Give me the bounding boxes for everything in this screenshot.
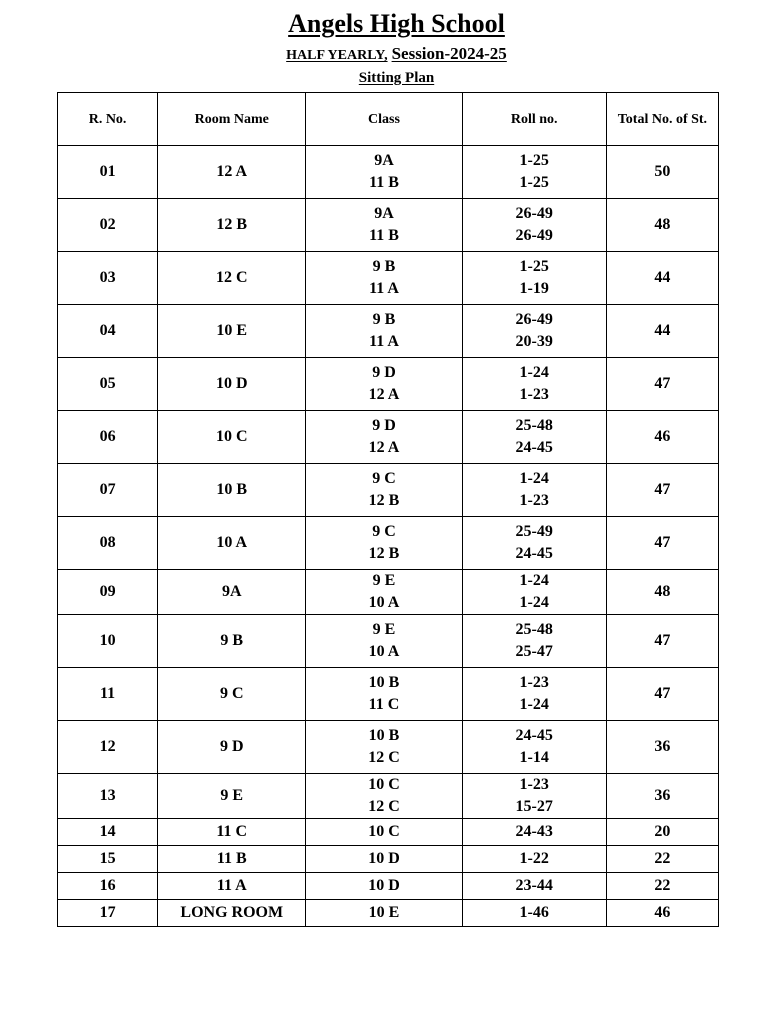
- r-no-cell: [58, 358, 158, 411]
- room-name-cell: [158, 873, 306, 900]
- class-cell: [306, 305, 462, 358]
- roll-no-cell: [462, 411, 606, 464]
- roll-no-cell-text: 1-23: [519, 386, 549, 403]
- class-cell-text: 11 A: [369, 280, 399, 297]
- class-cell: [306, 517, 462, 570]
- total-students-cell-text: 44: [654, 269, 671, 286]
- total-students-cell-text: 50: [654, 163, 671, 180]
- room-name-cell-text: 12 A: [216, 163, 248, 180]
- total-students-cell: [606, 774, 718, 819]
- roll-no-cell-text: 1-24: [519, 594, 549, 611]
- r-no-cell: [58, 252, 158, 305]
- r-no-cell: [58, 517, 158, 570]
- table-row: [58, 517, 719, 570]
- class-cell-text: 11 B: [369, 174, 399, 191]
- roll-no-cell-text: 1-25: [519, 258, 549, 275]
- r-no-cell: [58, 819, 158, 846]
- room-name-cell: [158, 570, 306, 615]
- roll-no-cell: [462, 464, 606, 517]
- table-row: [58, 305, 719, 358]
- room-name-cell-text: 9 B: [220, 632, 244, 649]
- table-row: [58, 570, 719, 615]
- total-students-cell-text: 22: [654, 877, 671, 894]
- roll-no-cell-text: 1-23: [519, 674, 549, 691]
- table-row: [58, 873, 719, 900]
- room-name-cell: [158, 517, 306, 570]
- room-name-cell: [158, 199, 306, 252]
- total-students-cell: [606, 411, 718, 464]
- roll-no-cell-text: 24-45: [515, 727, 553, 744]
- total-students-cell-text: 47: [654, 375, 671, 392]
- room-name-cell: [158, 721, 306, 774]
- class-cell: [306, 873, 462, 900]
- r-no-cell: [58, 570, 158, 615]
- r-no-cell: [58, 721, 158, 774]
- session-year: Session-2024-25: [391, 44, 507, 63]
- total-students-cell-text: 48: [654, 216, 671, 233]
- r-no-cell-text: 14: [99, 823, 116, 840]
- class-cell-text: 9 E: [372, 621, 396, 638]
- roll-no-cell-text: 1-24: [519, 572, 549, 589]
- room-name-cell-text: 12 B: [216, 216, 248, 233]
- room-name-cell-text: 10 E: [216, 322, 248, 339]
- class-cell-text: 10 D: [368, 850, 400, 867]
- class-cell-text: 10 D: [368, 877, 400, 894]
- total-students-cell-text: 22: [654, 850, 671, 867]
- roll-no-cell-text: 1-23: [519, 492, 549, 509]
- roll-no-cell: [462, 721, 606, 774]
- roll-no-cell: [462, 252, 606, 305]
- roll-no-cell-text: 1-24: [519, 364, 549, 381]
- class-cell: [306, 846, 462, 873]
- roll-no-cell: [462, 774, 606, 819]
- r-no-cell-text: 08: [99, 534, 116, 551]
- r-no-cell: [58, 146, 158, 199]
- total-students-cell: [606, 819, 718, 846]
- table-row: [58, 668, 719, 721]
- class-cell-text: 10 E: [368, 904, 400, 921]
- room-name-cell-text: 11 B: [216, 850, 247, 867]
- roll-no-cell-text: 1-24: [519, 470, 549, 487]
- total-students-cell-text: 36: [654, 787, 671, 804]
- class-cell: [306, 774, 462, 819]
- roll-no-cell-text: 26-49: [515, 227, 553, 244]
- class-cell-text: 9A: [374, 152, 394, 169]
- r-no-cell: [58, 199, 158, 252]
- r-no-cell: [58, 846, 158, 873]
- class-cell-text: 12 B: [368, 492, 400, 509]
- roll-no-cell-text: 23-44: [515, 877, 553, 894]
- roll-no-cell-text: 26-49: [515, 311, 553, 328]
- total-students-cell: [606, 846, 718, 873]
- roll-no-cell-text: 1-25: [519, 174, 549, 191]
- room-name-cell: [158, 146, 306, 199]
- plan-subtitle: [0, 68, 768, 88]
- exam-session-line: [0, 43, 768, 67]
- r-no-cell-text: 17: [99, 904, 116, 921]
- class-cell-text: 9 D: [372, 364, 396, 381]
- class-cell: [306, 721, 462, 774]
- table-row: [58, 252, 719, 305]
- table-row: [58, 199, 719, 252]
- roll-no-cell: [462, 305, 606, 358]
- exam-name: HALF YEARLY,: [286, 48, 388, 63]
- r-no-cell-text: 15: [99, 850, 116, 867]
- class-cell: [306, 358, 462, 411]
- total-students-cell: [606, 199, 718, 252]
- total-students-cell: [606, 570, 718, 615]
- roll-no-cell: [462, 517, 606, 570]
- header-room-name: Room Name: [158, 93, 306, 146]
- room-name-cell: [158, 900, 306, 927]
- roll-no-cell-text: 26-49: [515, 205, 553, 222]
- r-no-cell: [58, 873, 158, 900]
- r-no-cell: [58, 774, 158, 819]
- subtitle-text: Sitting Plan: [358, 70, 435, 86]
- class-cell-text: 9 E: [372, 572, 396, 589]
- table-row: [58, 146, 719, 199]
- sitting-plan-table: [57, 92, 719, 927]
- total-students-cell: [606, 517, 718, 570]
- roll-no-cell: [462, 199, 606, 252]
- total-students-cell-text: 20: [654, 823, 671, 840]
- room-name-cell: [158, 358, 306, 411]
- r-no-cell-text: 05: [99, 375, 116, 392]
- total-students-cell: [606, 305, 718, 358]
- total-students-cell-text: 47: [654, 685, 671, 702]
- table-header-row: [58, 93, 719, 146]
- room-name-cell: [158, 774, 306, 819]
- room-name-cell-text: LONG ROOM: [180, 904, 284, 921]
- room-name-cell-text: 9 D: [219, 738, 244, 755]
- room-name-cell: [158, 819, 306, 846]
- class-cell-text: 12 C: [368, 749, 400, 766]
- total-students-cell-text: 46: [654, 904, 671, 921]
- total-students-cell: [606, 464, 718, 517]
- class-cell: [306, 411, 462, 464]
- room-name-cell: [158, 252, 306, 305]
- roll-no-cell-text: 1-14: [519, 749, 549, 766]
- roll-no-cell-text: 1-19: [519, 280, 549, 297]
- header-class: Class: [306, 93, 462, 146]
- total-students-cell-text: 46: [654, 428, 671, 445]
- r-no-cell-text: 11: [100, 685, 116, 702]
- total-students-cell: [606, 668, 718, 721]
- room-name-cell: [158, 411, 306, 464]
- class-cell-text: 10 B: [368, 727, 400, 744]
- class-cell-text: 9 C: [372, 470, 396, 487]
- roll-no-cell-text: 25-49: [515, 523, 553, 540]
- roll-no-cell-text: 1-24: [519, 696, 549, 713]
- r-no-cell-text: 12: [99, 738, 116, 755]
- room-name-cell: [158, 464, 306, 517]
- r-no-cell-text: 03: [99, 269, 116, 286]
- roll-no-cell-text: 20-39: [515, 333, 553, 350]
- room-name-cell: [158, 846, 306, 873]
- table-row: [58, 819, 719, 846]
- class-cell-text: 9A: [374, 205, 394, 222]
- total-students-cell-text: 47: [654, 534, 671, 551]
- class-cell: [306, 146, 462, 199]
- class-cell-text: 12 A: [368, 386, 400, 403]
- r-no-cell: [58, 615, 158, 668]
- room-name-cell-text: 9 E: [220, 787, 244, 804]
- total-students-cell: [606, 146, 718, 199]
- room-name-cell-text: 9A: [221, 583, 242, 600]
- roll-no-cell: [462, 146, 606, 199]
- class-cell-text: 9 C: [372, 523, 396, 540]
- roll-no-cell-text: 25-48: [515, 621, 553, 638]
- roll-no-cell-text: 25-48: [515, 417, 553, 434]
- r-no-cell-text: 02: [99, 216, 116, 233]
- table-row: [58, 900, 719, 927]
- class-cell-text: 10 C: [368, 823, 400, 840]
- total-students-cell: [606, 252, 718, 305]
- total-students-cell-text: 48: [654, 583, 671, 600]
- r-no-cell: [58, 411, 158, 464]
- r-no-cell-text: 01: [99, 163, 116, 180]
- room-name-cell-text: 10 D: [215, 375, 248, 392]
- roll-no-cell: [462, 900, 606, 927]
- class-cell-text: 11 C: [368, 696, 400, 713]
- total-students-cell: [606, 615, 718, 668]
- r-no-cell-text: 07: [99, 481, 116, 498]
- r-no-cell-text: 09: [99, 583, 116, 600]
- class-cell-text: 12 A: [368, 439, 400, 456]
- class-cell-text: 9 B: [372, 311, 396, 328]
- header-total-students: Total No. of St.: [606, 93, 718, 146]
- total-students-cell-text: 47: [654, 481, 671, 498]
- room-name-cell-text: 10 A: [216, 534, 248, 551]
- roll-no-cell: [462, 570, 606, 615]
- room-name-cell-text: 11 C: [216, 823, 248, 840]
- table-row: [58, 721, 719, 774]
- roll-no-cell: [462, 819, 606, 846]
- room-name-cell: [158, 668, 306, 721]
- class-cell-text: 10 A: [368, 643, 400, 660]
- total-students-cell: [606, 721, 718, 774]
- r-no-cell: [58, 464, 158, 517]
- roll-no-cell-text: 1-46: [519, 904, 549, 921]
- class-cell-text: 11 A: [369, 333, 399, 350]
- roll-no-cell: [462, 873, 606, 900]
- class-cell: [306, 252, 462, 305]
- r-no-cell-text: 06: [99, 428, 116, 445]
- room-name-cell-text: 11 A: [216, 877, 247, 894]
- class-cell-text: 9 D: [372, 417, 396, 434]
- roll-no-cell-text: 24-45: [515, 439, 553, 456]
- class-cell-text: 10 C: [368, 776, 400, 793]
- class-cell: [306, 199, 462, 252]
- class-cell-text: 11 B: [369, 227, 399, 244]
- r-no-cell: [58, 668, 158, 721]
- class-cell-text: 12 C: [368, 798, 400, 815]
- class-cell-text: 10 B: [368, 674, 400, 691]
- r-no-cell-text: 10: [99, 632, 116, 649]
- table-body: [58, 146, 719, 927]
- class-cell: [306, 464, 462, 517]
- table-row: [58, 774, 719, 819]
- table-row: [58, 411, 719, 464]
- r-no-cell: [58, 900, 158, 927]
- roll-no-cell-text: 24-45: [515, 545, 553, 562]
- school-title: [0, 8, 768, 40]
- room-name-cell-text: 10 C: [215, 428, 248, 445]
- roll-no-cell: [462, 615, 606, 668]
- total-students-cell-text: 47: [654, 632, 671, 649]
- table-row: [58, 615, 719, 668]
- room-name-cell: [158, 615, 306, 668]
- class-cell: [306, 900, 462, 927]
- roll-no-cell-text: 15-27: [515, 798, 553, 815]
- r-no-cell-text: 04: [99, 322, 116, 339]
- roll-no-cell-text: 1-25: [519, 152, 549, 169]
- roll-no-cell-text: 25-47: [515, 643, 553, 660]
- room-name-cell-text: 12 C: [215, 269, 248, 286]
- roll-no-cell-text: 1-23: [519, 776, 549, 793]
- room-name-cell-text: 9 C: [219, 685, 244, 702]
- roll-no-cell: [462, 358, 606, 411]
- school-name: Angels High School: [288, 9, 505, 38]
- header-roll-no: Roll no.: [462, 93, 606, 146]
- r-no-cell-text: 16: [99, 877, 116, 894]
- table-row: [58, 846, 719, 873]
- roll-no-cell: [462, 846, 606, 873]
- class-cell: [306, 668, 462, 721]
- table-row: [58, 464, 719, 517]
- class-cell: [306, 570, 462, 615]
- class-cell-text: 12 B: [368, 545, 400, 562]
- room-name-cell: [158, 305, 306, 358]
- roll-no-cell-text: 24-43: [515, 823, 553, 840]
- room-name-cell-text: 10 B: [216, 481, 248, 498]
- total-students-cell: [606, 358, 718, 411]
- total-students-cell-text: 44: [654, 322, 671, 339]
- total-students-cell-text: 36: [654, 738, 671, 755]
- roll-no-cell: [462, 668, 606, 721]
- r-no-cell-text: 13: [99, 787, 116, 804]
- r-no-cell: [58, 305, 158, 358]
- header-r-no: R. No.: [58, 93, 158, 146]
- roll-no-cell-text: 1-22: [519, 850, 549, 867]
- table-row: [58, 358, 719, 411]
- class-cell-text: 9 B: [372, 258, 396, 275]
- total-students-cell: [606, 873, 718, 900]
- total-students-cell: [606, 900, 718, 927]
- class-cell: [306, 615, 462, 668]
- class-cell: [306, 819, 462, 846]
- class-cell-text: 10 A: [368, 594, 400, 611]
